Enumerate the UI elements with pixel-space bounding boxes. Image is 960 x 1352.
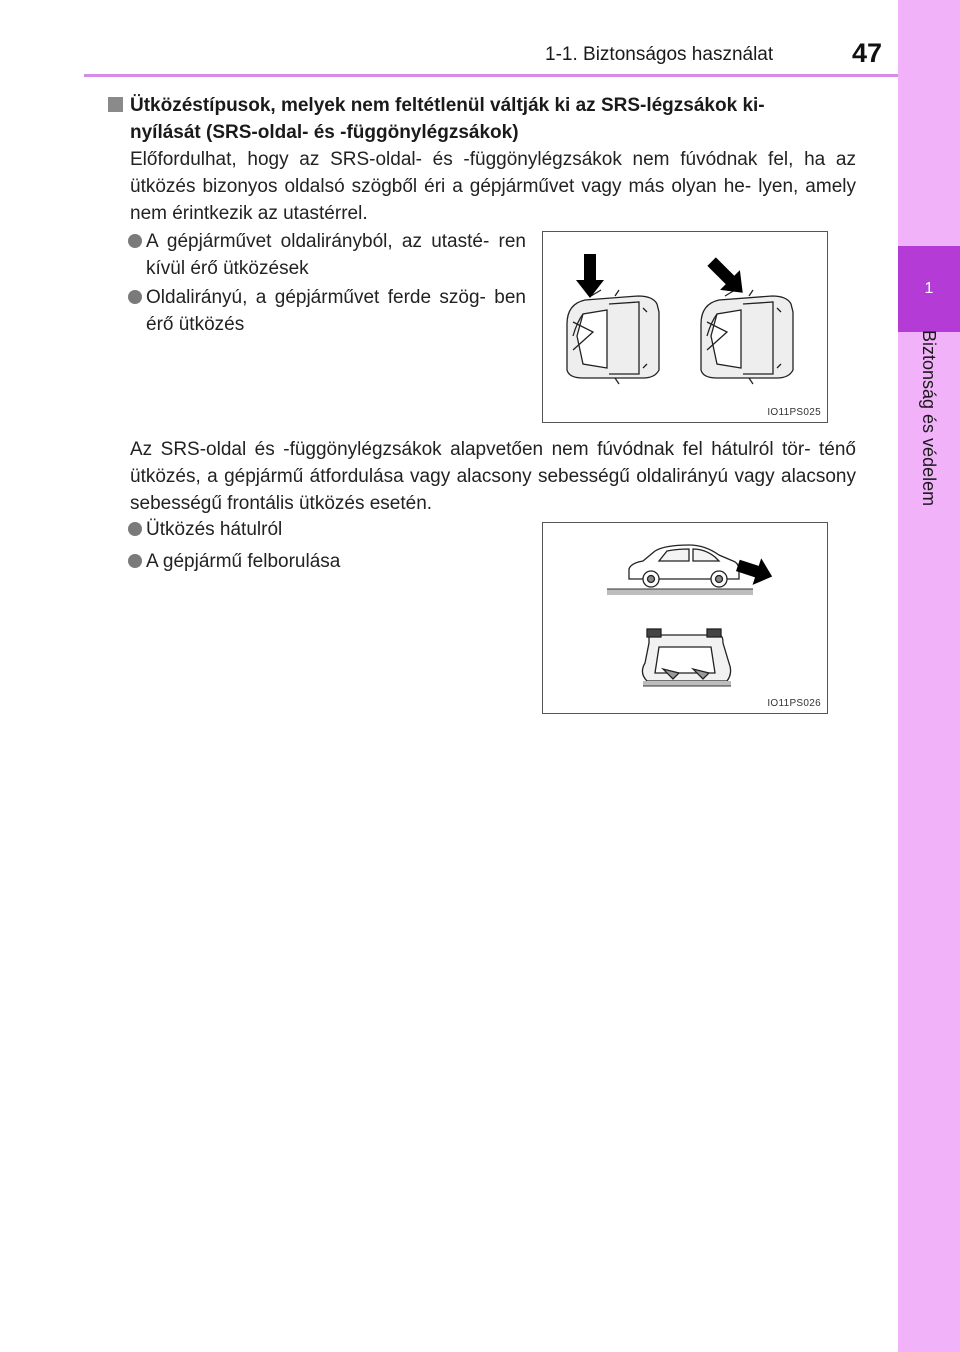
section-heading [108,92,858,146]
paragraph-2: Az SRS-oldal és -függönylégzsákok alapvetően nem fúvódnak fel hátulról tör- ténő ütközés, a gépjármű átfordulása vagy alacsony sebességű oldalirányú vagy alacsony sebességű frontális ütközés esetén. [130,439,856,514]
list-item [128,548,508,575]
bullet-dot-icon [128,290,142,304]
chapter-tab-label: Biztonság és védelem [919,330,939,507]
ground-line [643,681,731,686]
chapter-tab-label-box [918,330,942,560]
list-item [128,228,526,282]
list-item-text: A gépjárművet oldalirányból, az utasté- ren kívül érő ütközések [146,231,526,279]
list-item [128,284,526,338]
car-top-view-icon [701,290,793,384]
side-impact-illustration [543,232,827,422]
bullet-dot-icon [128,522,142,536]
section-heading-line1: Ütközéstípusok, melyek nem feltétlenül váltják ki az SRS-légzsákok ki- [130,95,765,116]
page-number: 47 [852,38,883,68]
figure-rear-impact-rollover [542,522,828,714]
car-top-view-icon [567,290,659,384]
list-item-text: A gépjármű felborulása [146,551,341,572]
running-header-title: 1-1. Biztonságos használat [545,44,774,65]
list-item [128,516,508,543]
figure-code: IO11PS025 [767,407,821,418]
bullet-dot-icon [128,234,142,248]
side-tab [898,0,960,1352]
car-side-view-icon [629,545,739,587]
chapter-tab-number[interactable]: 1 [898,246,960,332]
figure-code: IO11PS026 [767,698,821,709]
list-item-text: Oldalirányú, a gépjárművet ferde szög- ben érő ütközés [146,287,526,335]
ground-line [607,589,753,595]
header-rule [84,74,898,77]
rear-impact-rollover-illustration [543,523,827,713]
list-item-text: Ütközés hátulról [146,519,283,540]
impact-arrow-icon [734,552,777,590]
square-bullet-icon [108,97,123,112]
paragraph-1: Előfordulhat, hogy az SRS-oldal- és -függönylégzsákok nem fúvódnak fel, ha az ütközés bizonyos oldalsó szögből éri a gépjárművet vagy más olyan he- lyen, amely nem érintkezik az utastérrel. [130,149,856,224]
figure-side-impact [542,231,828,423]
car-rollover-icon [642,629,730,681]
section-heading-line2: nyílását (SRS-oldal- és -függönylégzsákok) [130,122,519,143]
bullet-dot-icon [128,554,142,568]
